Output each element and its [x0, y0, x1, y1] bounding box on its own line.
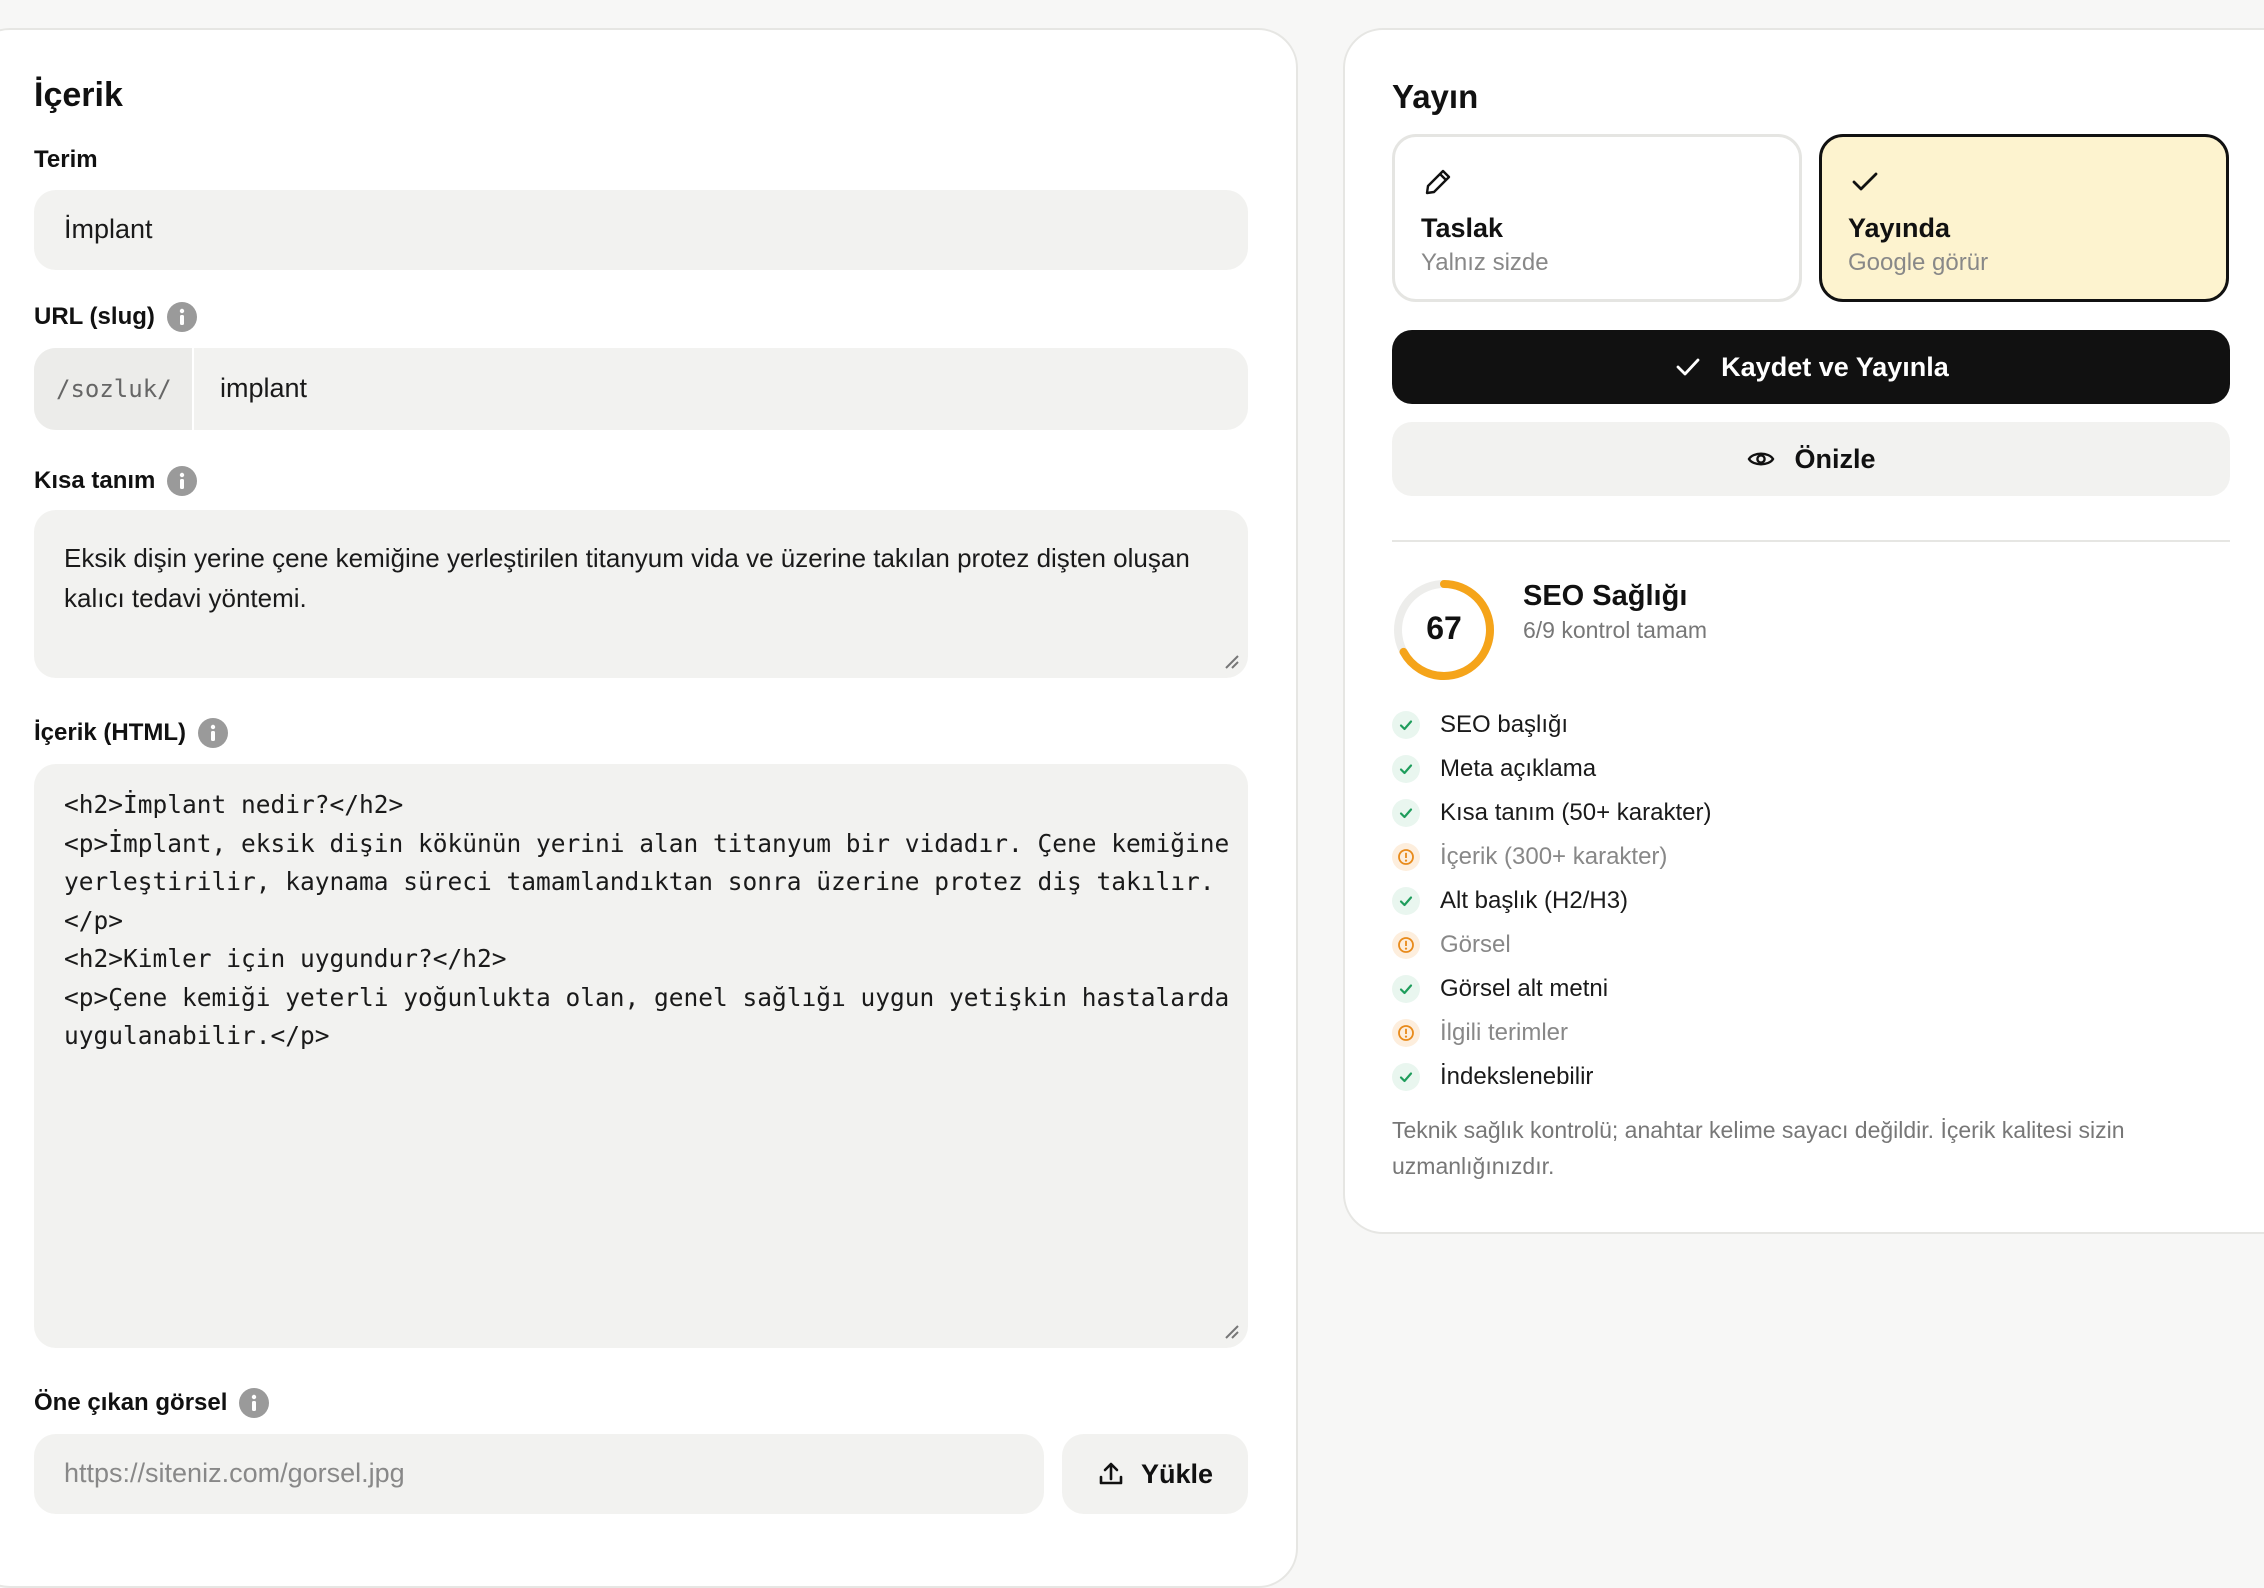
featured-image-placeholder: https://siteniz.com/gorsel.jpg: [64, 1458, 405, 1488]
seo-check-label: İçerik (300+ karakter): [1440, 843, 1668, 870]
warning-icon: [1392, 1019, 1420, 1047]
check-icon: [1392, 887, 1420, 915]
seo-score-value: 67: [1426, 610, 1462, 646]
upload-icon: [1097, 1460, 1125, 1488]
check-icon: [1392, 1063, 1420, 1091]
info-icon[interactable]: [167, 466, 197, 496]
warning-icon: [1392, 843, 1420, 871]
seo-health-title: SEO Sağlığı: [1523, 580, 1688, 612]
info-icon[interactable]: [198, 718, 228, 748]
warning-icon: [1392, 931, 1420, 959]
seo-check-label: Meta açıklama: [1440, 755, 1597, 782]
html-content-value: <h2>İmplant nedir?</h2> <p>İmplant, eksik dişin kökünün yerini alan titanyum bir vidadır. Çene kemiğine yerleştirilir, kaynama süreci tamamlandıktan sonra üzerine protez diş takılır. </p> <h2>Kimler için uygundur?</h2> <p>Çene kemiği yeterli yoğunlukta olan, genel sağlığı uygun yetişkin hastalarda uygulanabilir.</p>: [64, 790, 1230, 1050]
term-input[interactable]: [34, 190, 1248, 270]
term-input-value: İmplant: [64, 214, 153, 244]
html-content-textarea[interactable]: [34, 764, 1248, 1348]
status-option-title: Taslak: [1421, 213, 1504, 243]
seo-check-item: [1392, 747, 1711, 791]
slug-label-text: URL (slug): [34, 303, 155, 330]
divider: [1392, 540, 2230, 542]
status-option-draft[interactable]: [1392, 134, 1802, 302]
check-icon: [1392, 711, 1420, 739]
info-icon[interactable]: [239, 1388, 269, 1418]
slug-input-value: implant: [220, 373, 308, 403]
featured-image-url-input[interactable]: [34, 1434, 1044, 1514]
upload-button-label: Yükle: [1140, 1458, 1214, 1489]
html-content-label-text: İçerik (HTML): [34, 719, 187, 746]
resize-grip-icon[interactable]: [1220, 650, 1240, 670]
status-option-subtitle: Yalnız sizde: [1421, 249, 1549, 276]
seo-footnote: Teknik sağlık kontrolü; anahtar kelime sayacı değildir. İçerik kalitesi sizin uzmanlığınızdır.: [1392, 1117, 2125, 1179]
seo-check-item: [1392, 879, 1711, 923]
seo-check-label: SEO başlığı: [1440, 711, 1569, 738]
seo-check-item: [1392, 1055, 1711, 1099]
seo-checklist: [1392, 703, 1711, 1099]
check-icon: [1392, 755, 1420, 783]
short-definition-value: Eksik dişin yerine çene kemiğine yerleştirilen titanyum vida ve üzerine takılan protez dişten oluşan kalıcı tedavi yöntemi.: [64, 543, 1190, 613]
short-definition-textarea[interactable]: [34, 510, 1248, 678]
seo-check-item: [1392, 1011, 1711, 1055]
seo-check-label: Görsel alt metni: [1440, 975, 1609, 1002]
publish-section-title: Yayın: [1392, 78, 1479, 115]
seo-check-label: Görsel: [1440, 931, 1511, 958]
seo-check-item: [1392, 923, 1711, 967]
upload-button[interactable]: [1062, 1434, 1248, 1514]
seo-check-item: [1392, 835, 1711, 879]
status-option-title: Yayında: [1848, 213, 1951, 243]
save-and-publish-label: Kaydet ve Yayınla: [1721, 351, 1949, 382]
check-icon: [1848, 165, 1882, 199]
check-icon: [1392, 975, 1420, 1003]
eye-icon: [1746, 444, 1776, 474]
seo-check-item: [1392, 703, 1711, 747]
info-icon[interactable]: [167, 302, 197, 332]
seo-check-label: İndekslenebilir: [1440, 1063, 1594, 1090]
slug-prefix: /sozluk/: [34, 348, 194, 430]
status-option-subtitle: Google görür: [1848, 249, 1989, 276]
seo-check-item: [1392, 967, 1711, 1011]
featured-image-label: [34, 1388, 269, 1418]
seo-health-subtitle: 6/9 kontrol tamam: [1523, 617, 1708, 643]
short-definition-label: [34, 466, 197, 496]
term-label: [34, 146, 98, 174]
short-definition-label-text: Kısa tanım: [34, 467, 156, 494]
seo-check-label: Kısa tanım (50+ karakter): [1440, 799, 1712, 826]
term-label-text: Terim: [34, 146, 98, 173]
preview-button[interactable]: [1392, 422, 2230, 496]
check-icon: [1392, 799, 1420, 827]
content-section-title: İçerik: [34, 76, 123, 114]
check-icon: [1673, 352, 1703, 382]
status-option-published[interactable]: [1819, 134, 2229, 302]
html-content-label: [34, 718, 228, 748]
preview-button-label: Önizle: [1794, 443, 1876, 474]
seo-check-label: İlgili terimler: [1440, 1019, 1569, 1046]
slug-input[interactable]: [34, 348, 1248, 430]
seo-check-label: Alt başlık (H2/H3): [1440, 887, 1629, 914]
save-and-publish-button[interactable]: [1392, 330, 2230, 404]
pencil-icon: [1421, 165, 1455, 199]
seo-check-item: [1392, 791, 1711, 835]
featured-image-label-text: Öne çıkan görsel: [34, 1389, 228, 1416]
slug-label: [34, 302, 197, 332]
resize-grip-icon[interactable]: [1220, 1320, 1240, 1340]
